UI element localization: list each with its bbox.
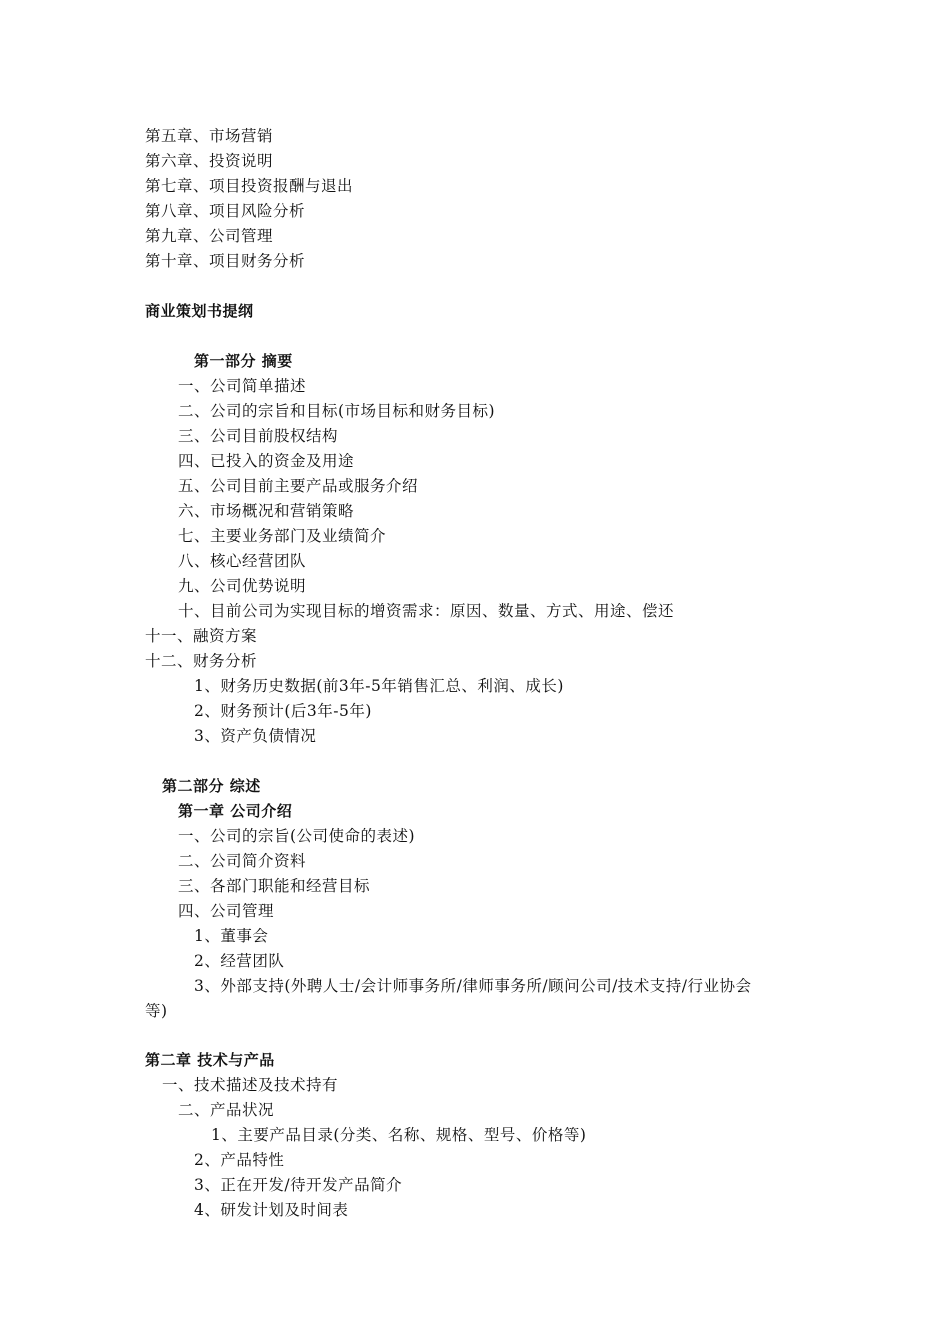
management-subitem-1: 1、董事会 [194,927,269,945]
finance-subitem-1: 1、财务历史数据(前3年-5年销售汇总、利润、成长) [194,677,564,695]
summary-item-6: 六、市场概况和营销策略 [178,502,355,520]
company-item-3: 三、各部门职能和经营目标 [178,877,371,895]
tech-item-1: 一、技术描述及技术持有 [162,1076,339,1094]
summary-item-2: 二、公司的宗旨和目标(市场目标和财务目标) [178,402,496,420]
company-item-1: 一、公司的宗旨(公司使命的表述) [178,827,416,845]
summary-item-7: 七、主要业务部门及业绩简介 [178,527,387,545]
company-item-4: 四、公司管理 [178,902,275,920]
chapter-1-heading: 第一章 公司介绍 [178,802,293,820]
toc-chapter-9: 第九章、公司管理 [145,227,274,245]
toc-chapter-10: 第十章、项目财务分析 [145,252,306,270]
management-subitem-3: 3、外部支持(外聘人士/会计师事务所/律师事务所/顾问公司/技术支持/行业协会 [194,977,752,995]
toc-chapter-7: 第七章、项目投资报酬与退出 [145,177,354,195]
toc-chapter-6: 第六章、投资说明 [145,152,274,170]
chapter-2-heading: 第二章 技术与产品 [145,1051,275,1069]
tech-item-2: 二、产品状况 [178,1101,275,1119]
summary-item-1: 一、公司简单描述 [178,377,307,395]
finance-subitem-3: 3、资产负债情况 [194,727,317,745]
product-subitem-3: 3、正在开发/待开发产品简介 [194,1176,403,1194]
outline-title: 商业策划书提纲 [145,302,254,320]
part-1-heading: 第一部分 摘要 [194,352,293,370]
summary-item-12: 十二、财务分析 [145,652,258,670]
management-subitem-3-cont: 等) [145,1002,168,1020]
summary-item-3: 三、公司目前股权结构 [178,427,339,445]
product-subitem-4: 4、研发计划及时间表 [194,1201,349,1219]
summary-item-8: 八、核心经营团队 [178,552,307,570]
summary-item-5: 五、公司目前主要产品或服务介绍 [178,477,419,495]
summary-item-10: 十、目前公司为实现目标的增资需求：原因、数量、方式、用途、偿还 [178,602,675,620]
toc-chapter-8: 第八章、项目风险分析 [145,202,306,220]
summary-item-11: 十一、融资方案 [145,627,258,645]
finance-subitem-2: 2、财务预计(后3年-5年) [194,702,372,720]
summary-item-4: 四、已投入的资金及用途 [178,452,355,470]
product-subitem-1: 1、主要产品目录(分类、名称、规格、型号、价格等) [211,1126,587,1144]
part-2-heading: 第二部分 综述 [162,777,261,795]
summary-item-9: 九、公司优势说明 [178,577,307,595]
company-item-2: 二、公司简介资料 [178,852,307,870]
product-subitem-2: 2、产品特性 [194,1151,285,1169]
toc-chapter-5: 第五章、市场营销 [145,127,274,145]
management-subitem-2: 2、经营团队 [194,952,285,970]
